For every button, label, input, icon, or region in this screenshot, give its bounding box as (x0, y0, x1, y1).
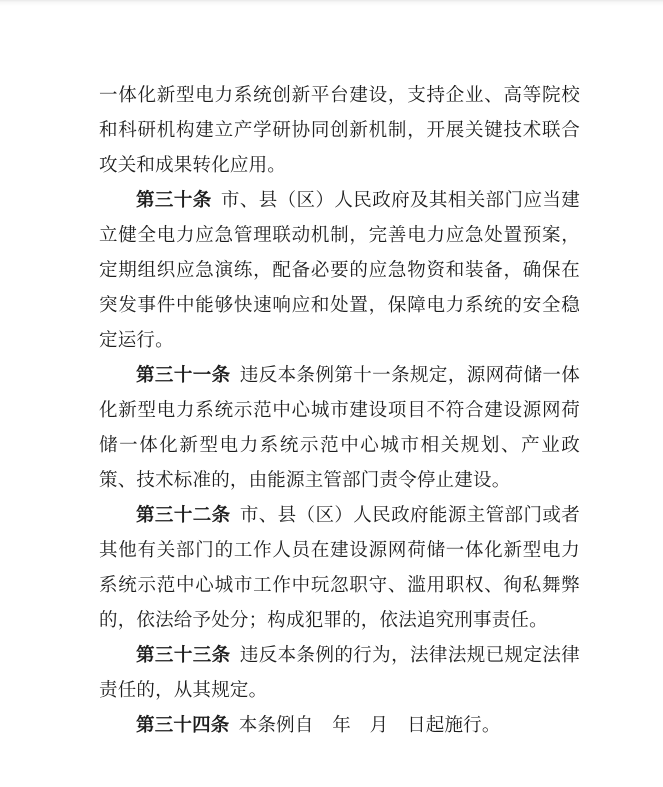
article-text: 市、县（区）人民政府能源主管部门或者其他有关部门的工作人员在建设源网荷储一体化新型电力系统示范中心城市工作中玩忽职守、滥用职权、徇私舞弊的，依法给予处分；构成犯罪的，依法追究刑事责任。 (99, 504, 580, 630)
article-text: 市、县（区）人民政府及其相关部门应当建立健全电力应急管理联动机制，完善电力应急处置预案，定期组织应急演练，配备必要的应急物资和装备，确保在突发事件中能够快速响应和处置，保障电力系统的安全稳定运行。 (99, 189, 580, 350)
article-number: 第三十一条 (136, 364, 231, 385)
article-number: 第三十条 (136, 189, 212, 210)
article-text: 本条例自 年 月 日起施行。 (238, 714, 501, 735)
article-text: 违反本条例的行为，法律法规已规定法律责任的，从其规定。 (99, 644, 580, 700)
document-body (99, 77, 580, 742)
paragraph (99, 182, 580, 357)
article-number: 第三十二条 (136, 504, 231, 525)
paragraph (99, 77, 580, 182)
page-top-edge (0, 0, 663, 6)
paragraph (99, 497, 580, 637)
paragraph (99, 707, 580, 742)
paragraph (99, 637, 580, 707)
article-number: 第三十三条 (136, 644, 231, 665)
article-number: 第三十四条 (136, 714, 230, 735)
paragraph (99, 357, 580, 497)
article-text: 违反本条例第十一条规定，源网荷储一体化新型电力系统示范中心城市建设项目不符合建设源网荷储一体化新型电力系统示范中心城市相关规划、产业政策、技术标准的，由能源主管部门责令停止建设。 (99, 364, 580, 490)
article-text: 一体化新型电力系统创新平台建设，支持企业、高等院校和科研机构建立产学研协同创新机制，开展关键技术联合攻关和成果转化应用。 (99, 84, 580, 175)
